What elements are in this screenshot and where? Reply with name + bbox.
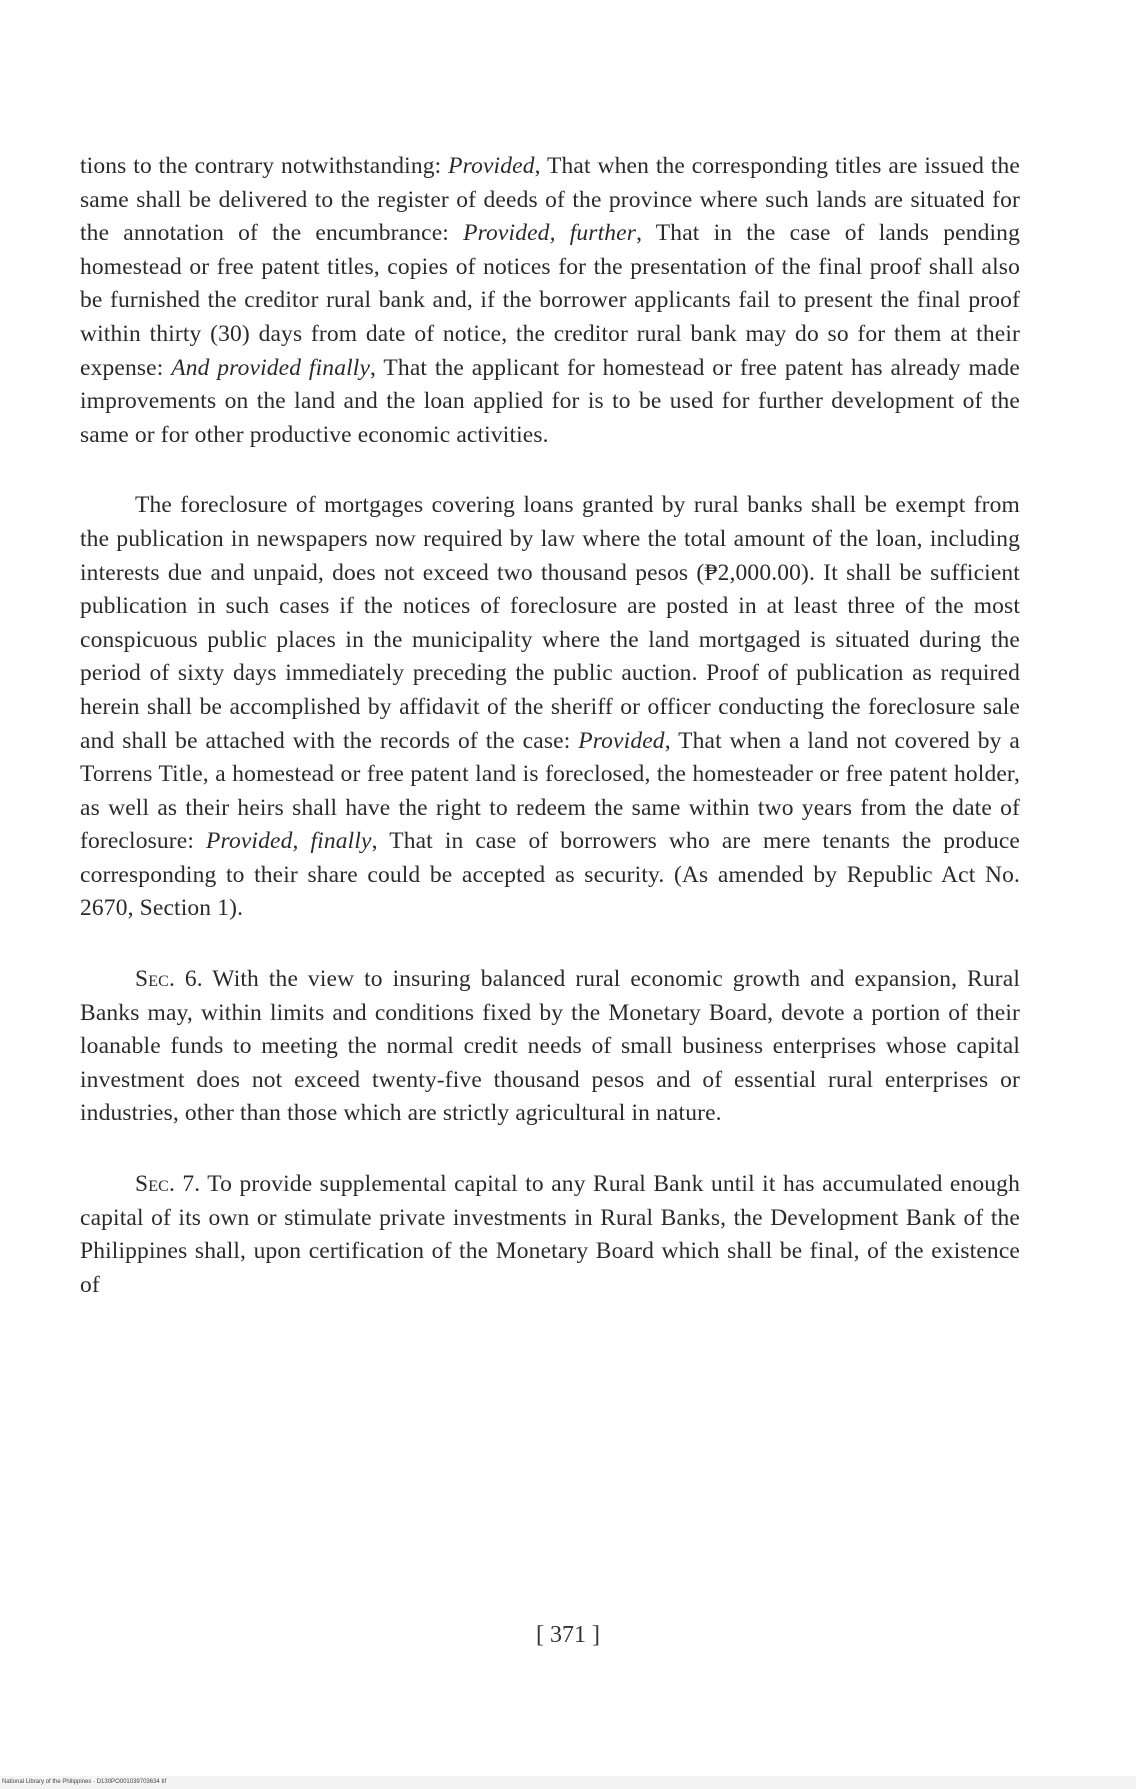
page-number: [ 371 ] <box>536 1622 600 1648</box>
p1-text-1: tions to the contrary notwithstanding: <box>80 153 449 179</box>
p2-text-3: , That in case of borrowers who are mere tenants the produce corresponding to their share could be accepted as security. (As amended by Republic Act No. 2670, Section 1). <box>80 828 1021 922</box>
paragraph-gap <box>80 1131 1020 1168</box>
p1-text-4: , That the applicant for homestead or free patent has already made improvements on the land and the loan applied for is to be used for further development of the same or for other productive economic activities. <box>80 354 1020 448</box>
p2-text-2: , That when a land not covered by a Torrens Title, a homestead or free patent land is foreclosed, the homesteader or free patent holder, as well as their heirs shall have the right to redeem the same within two years from the date of foreclosure: <box>80 727 1020 855</box>
section-7-paragraph <box>80 1168 1020 1302</box>
scan-footer-text: National Library of the Philippines · D130PO001039703634 tif <box>2 1779 167 1785</box>
paragraph-gap <box>80 452 1020 489</box>
paragraph-gap <box>80 926 1020 963</box>
p2-proviso-1: Provided <box>578 727 665 754</box>
p1-text-2: , That when the corresponding titles are issued the same shall be delivered to the register of deeds of the province where such lands are situated for the annotation of the encumbrance: <box>80 153 1020 247</box>
paragraph-2 <box>80 489 1020 926</box>
p2-text-1: The foreclosure of mortgages covering loans granted by rural banks shall be exempt from the publication in newspapers now required by law where the total amount of the loan, including interests due and unpaid, does not exceed two thousand pesos (₱2,000.00). It shall be sufficient publication in such cases if the notices of foreclosure are posted in at least three of the most conspicuous public places in the municipality where the land mortgaged is situated during the period of sixty days immediately preceding the public auction. Proof of publication as required herein shall be accomplished by affidavit of the sheriff or officer conducting the foreclosure sale and shall be attached with the records of the case: <box>80 492 1020 754</box>
p1-text-3: , That in the case of lands pending homestead or free patent titles, copies of notices for the presentation of the final proof shall also be furnished the creditor rural bank and, if the borrower applicants fail to present the final proof within thirty (30) days from date of notice, the creditor rural bank may do so for them at their expense: <box>80 220 1020 381</box>
section-6-text: With the view to insuring balanced rural economic growth and expansion, Rural Banks may, within limits and conditions fixed by the Monetary Board, devote a portion of their loanable funds to meeting the normal credit needs of small business enterprises whose capital investment does not exceed twenty-five thousand pesos and of essential rural enterprises or industries, other than those which are strictly agricultural in nature. <box>80 966 1020 1127</box>
section-6-paragraph <box>80 963 1020 1131</box>
footer-strip <box>0 1776 1136 1789</box>
p2-proviso-2: Provided, finally <box>206 828 372 855</box>
section-6-label: Sec. 6. <box>135 966 203 993</box>
section-7-text: To provide supplemental capital to any Rural Bank until it has accumulated enough capital of its own or stimulate private investments in Rural Banks, the Development Bank of the Philippines shall, upon certification of the Monetary Board which shall be final, of the existence of <box>80 1171 1020 1298</box>
p1-proviso-2: Provided, further <box>463 220 637 247</box>
p1-proviso-3: And provided finally <box>171 354 371 381</box>
section-7-label: Sec. 7. <box>135 1171 201 1198</box>
body-text <box>80 150 1020 1302</box>
paragraph-1 <box>80 150 1020 452</box>
p1-proviso-1: Provided <box>448 153 535 179</box>
